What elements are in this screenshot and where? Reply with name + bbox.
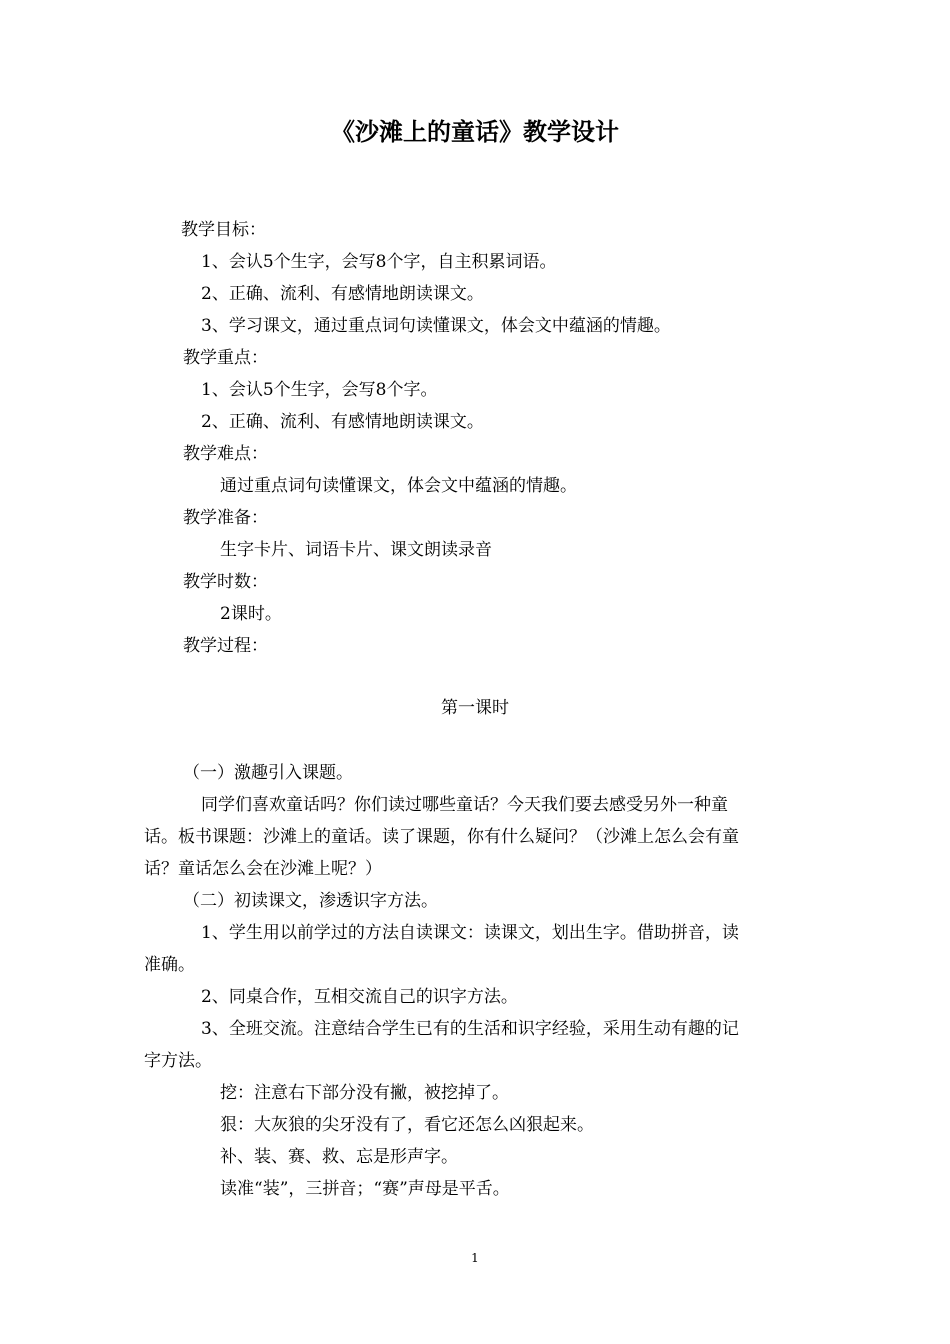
objective-item: 2、正确、流利、有感情地朗读课文。 xyxy=(201,284,484,304)
note-line: 读准“装”，三拼音；“赛”声母是平舌。 xyxy=(220,1179,510,1199)
preparation-heading: 教学准备： xyxy=(183,508,268,528)
key-point-item: 2、正确、流利、有感情地朗读课文。 xyxy=(201,412,484,432)
note-line: 狠：大灰狼的尖牙没有了，看它还怎么凶狠起来。 xyxy=(220,1115,594,1135)
key-point-item: 1、会认5个生字，会写8个字。 xyxy=(201,380,438,400)
lesson-heading: 第一课时 xyxy=(441,698,509,718)
paragraph-line: 话？童话怎么会在沙滩上呢？） xyxy=(144,859,382,879)
hours-heading: 教学时数： xyxy=(183,572,268,592)
paragraph-line: 2、同桌合作，互相交流自己的识字方法。 xyxy=(201,987,518,1007)
preparation-text: 生字卡片、词语卡片、课文朗读录音 xyxy=(220,540,492,560)
page-number: 1 xyxy=(471,1251,479,1265)
page-title: 《沙滩上的童话》教学设计 xyxy=(331,118,619,146)
objectives-heading: 教学目标： xyxy=(181,220,266,240)
section-heading: （二）初读课文，渗透识字方法。 xyxy=(183,891,438,911)
paragraph-line: 话。板书课题：沙滩上的童话。读了课题，你有什么疑问？（沙滩上怎么会有童 xyxy=(144,827,739,847)
objective-item: 3、学习课文，通过重点词句读懂课文，体会文中蕴涵的情趣。 xyxy=(201,316,671,336)
note-line: 补、装、赛、救、忘是形声字。 xyxy=(220,1147,458,1167)
paragraph-line: 3、全班交流。注意结合学生已有的生活和识字经验，采用生动有趣的记 xyxy=(201,1019,739,1039)
objective-item: 1、会认5个生字，会写8个字，自主积累词语。 xyxy=(201,252,557,272)
process-heading: 教学过程： xyxy=(183,636,268,656)
key-points-heading: 教学重点： xyxy=(183,348,268,368)
paragraph-line: 准确。 xyxy=(144,955,195,975)
paragraph-line: 同学们喜欢童话吗？你们读过哪些童话？今天我们要去感受另外一种童 xyxy=(201,795,728,815)
difficulty-heading: 教学难点： xyxy=(183,444,268,464)
note-line: 挖：注意右下部分没有撇，被挖掉了。 xyxy=(220,1083,509,1103)
section-heading: （一）激趣引入课题。 xyxy=(183,763,353,783)
paragraph-line: 1、学生用以前学过的方法自读课文：读课文，划出生字。借助拼音，读 xyxy=(201,923,739,943)
difficulty-text: 通过重点词句读懂课文，体会文中蕴涵的情趣。 xyxy=(220,476,577,496)
paragraph-line: 字方法。 xyxy=(144,1051,212,1071)
hours-text: 2课时。 xyxy=(220,604,282,624)
